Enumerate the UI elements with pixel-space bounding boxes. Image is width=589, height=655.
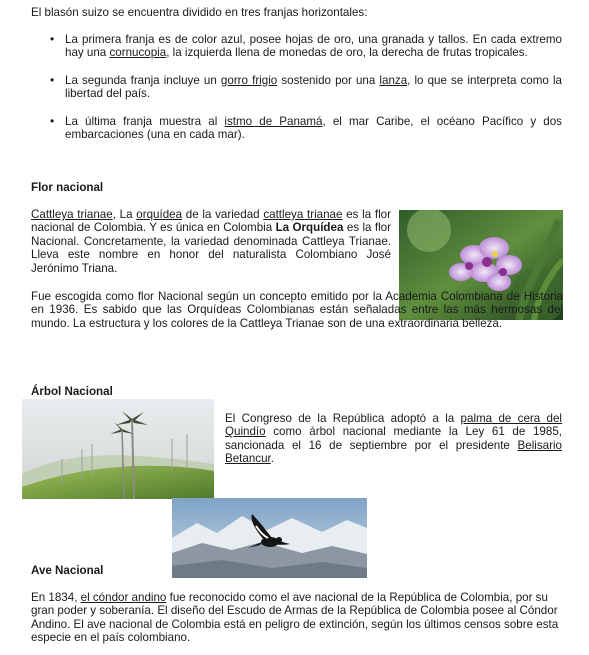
bold-la-orquidea: La Orquídea <box>275 221 344 235</box>
link-istmo-panama[interactable]: istmo de Panamá <box>224 114 323 128</box>
franjas-list <box>31 33 562 141</box>
palm-icon <box>22 399 214 499</box>
wax-palm-photo <box>22 399 214 499</box>
ave-paragraph: En 1834, el cóndor andino fue reconocido como el ave nacional de la República de Colombia, por su gran poder y soberanía. El diseño del Escudo de Armas de la República de Colombia posee al Cóndor Andino. El ave nacional de Colombia está en peligro de extinción, según los últimos censos sobre esta especie en el país colombiano. <box>31 591 559 645</box>
intro-text: El blasón suizo se encuentra dividido en tres franjas horizontales: <box>31 6 368 19</box>
link-cornucopia[interactable]: cornucopia <box>109 46 167 60</box>
list-item: • La primera franja es de color azul, posee hojas de oro, una granada y tallos. En cada extremo hay una cornucopia, la izquierda llena de monedas de oro, la derecha de frutas tropicales. <box>31 33 562 60</box>
heading-flor-nacional: Flor nacional <box>31 181 104 194</box>
link-gorro-frigio[interactable]: gorro frigio <box>220 73 278 87</box>
link-palma-de-cera[interactable]: palma de cera del Quindío <box>225 412 562 439</box>
condor-photo <box>172 498 367 578</box>
arbol-paragraph: El Congreso de la República adoptó a la palma de cera del Quindío como árbol nacional mediante la Ley 61 de 1985, sancionada el 16 de septiembre por el presidente Belisario Betancur. <box>225 412 562 466</box>
heading-ave-nacional: Ave Nacional <box>31 564 104 577</box>
link-orquidea[interactable]: orquídea <box>136 208 183 221</box>
link-belisario-betancur[interactable]: Belisario Betancur <box>225 438 562 466</box>
condor-icon <box>172 498 367 578</box>
flor-paragraph-2: Fue escogida como flor Nacional según un concepto emitido por la Academia Colombiana de Historia en 1936. Es sabido que las Orquídeas Colombianas están señaladas entre las más hermosas del mundo. La estructura y los colores de la Cattleya Trianae son de una extraordinaria belleza. <box>31 290 563 330</box>
link-cattleya-trianae-2[interactable]: cattleya trianae <box>263 208 343 221</box>
link-condor-andino[interactable]: el cóndor andino <box>80 591 167 604</box>
flor-paragraph-1: Cattleya trianae, La orquídea de la variedad cattleya trianae es la flor nacional de Colombia. Y es única en Colombia La Orquídea es la flor Nacional. Concretamente, la variedad denominada Cattleya Trianae. Lleva este nombre en honor del naturalista Colombiano José Jerónimo Triana. <box>31 208 391 275</box>
list-item: • La última franja muestra al istmo de Panamá, el mar Caribe, el océano Pacífico y dos embarcaciones (una en cada mar). <box>31 115 562 142</box>
heading-arbol-nacional: Árbol Nacional <box>31 385 113 398</box>
link-lanza[interactable]: lanza <box>379 73 408 87</box>
list-item: • La segunda franja incluye un gorro frigio sostenido por una lanza, lo que se interpreta como la libertad del país. <box>31 74 562 101</box>
link-cattleya-trianae[interactable]: Cattleya trianae <box>31 208 113 221</box>
